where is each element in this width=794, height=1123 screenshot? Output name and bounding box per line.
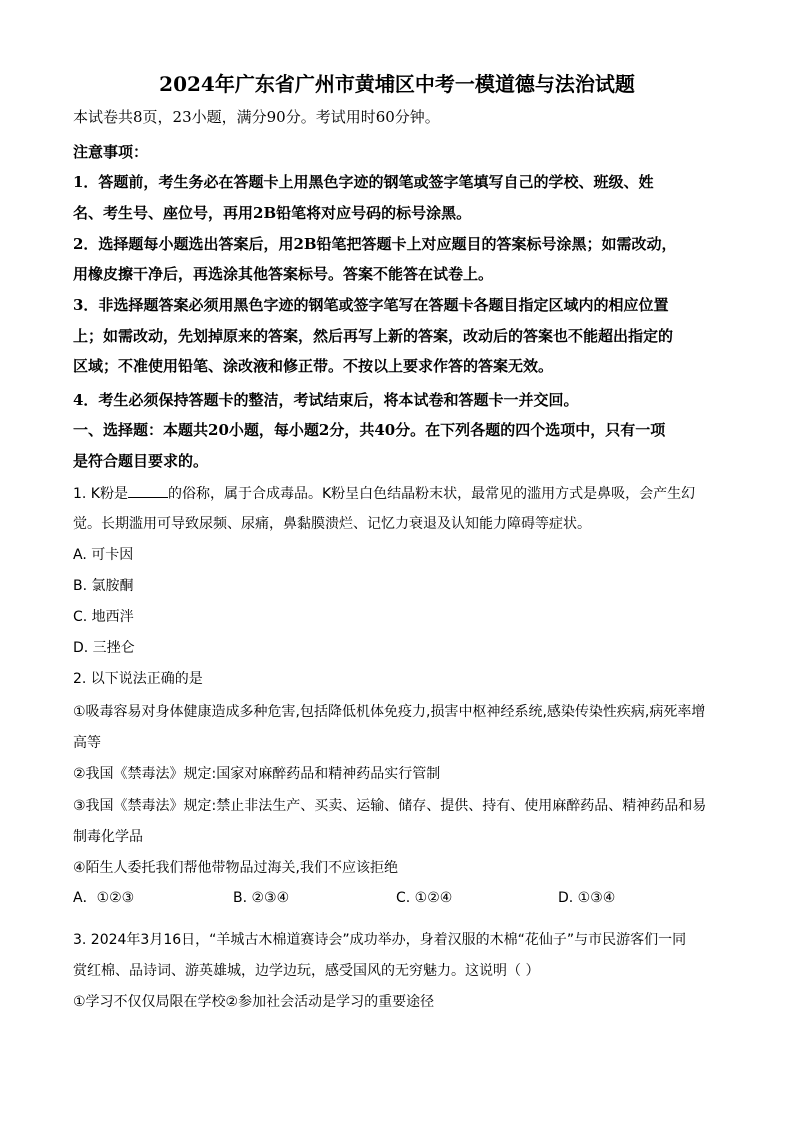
q1-option-a: A. 可卡因	[73, 547, 134, 563]
q2-options	[73, 888, 723, 908]
q1-option-d: D. 三挫仑	[73, 640, 135, 656]
q1-stem-prefix: 1. K粉是	[73, 486, 128, 502]
q3-item: ①学习不仅仅局限在学校②参加社会活动是学习的重要途径	[73, 994, 435, 1010]
q1-option-c: C. 地西泮	[73, 609, 134, 625]
q2-stem: 2. 以下说法正确的是	[73, 671, 203, 687]
q3-stem-line2: 赏红棉、品诗词、游英雄城，边学边玩，感受国风的无穷魅力。这说明（ ）	[73, 963, 540, 979]
q2-option-c: C. ①②④	[396, 890, 453, 906]
note-line: 用橡皮擦干净后，再选涂其他答案标号。答案不能答在试卷上。	[73, 265, 494, 283]
note-line: 2．选择题每小题选出答案后，用2B铅笔把答题卡上对应题目的答案标号涂黑；如需改动，	[73, 235, 677, 253]
q2-option-b: B. ②③④	[233, 890, 290, 906]
note-line: 上；如需改动，先划掉原来的答案，然后再写上新的答案，改动后的答案也不能超出指定的	[73, 327, 674, 345]
q1-stem-line2: 觉。长期滥用可导致尿频、尿痛，鼻黏膜溃烂、记忆力衰退及认知能力障碍等症状。	[73, 516, 591, 532]
exam-intro: 本试卷共8页，23小题，满分90分。考试用时60分钟。	[73, 108, 440, 126]
note-line: 3．非选择题答案必须用黑色字迹的钢笔或签字笔写在答题卡各题目指定区域内的相应位置	[73, 296, 669, 314]
page-title: 2024年广东省广州市黄埔区中考一模道德与法治试题	[159, 72, 635, 96]
note-line: 名、考生号、座位号，再用2B铅笔将对应号码的标号涂黑。	[73, 204, 472, 222]
q2-option-d: D. ①③④	[558, 890, 616, 906]
q1-stem-suffix: 的俗称，属于合成毒品。K粉呈白色结晶粉末状，最常见的滥用方式是鼻吸，会产生幻	[168, 486, 696, 502]
answer-blank	[128, 483, 168, 498]
section-heading: 一、选择题：本题共20小题，每小题2分，共40分。在下列各题的四个选项中，只有一项	[73, 421, 666, 439]
q2-option-a: A．①②③	[73, 890, 135, 906]
q3-stem: 3. 2024年3月16日，“羊城古木棉道赛诗会”成功举办，身着汉服的木棉“花仙子”与市民游客们一同	[73, 932, 687, 948]
q2-item-cont: 高等	[73, 735, 101, 751]
notes-heading: 注意事项：	[73, 143, 149, 161]
note-line: 区域；不准使用铅笔、涂改液和修正带。不按以上要求作答的答案无效。	[73, 357, 554, 375]
q1-option-b: B. 氯胺酮	[73, 578, 134, 594]
q1-stem	[73, 483, 695, 504]
q2-item-cont: 制毒化学品	[73, 829, 143, 845]
note-line: 1．答题前，考生务必在答题卡上用黑色字迹的钢笔或签字笔填写自己的学校、班级、姓	[73, 173, 654, 191]
q2-item: ④陌生人委托我们帮他带物品过海关,我们不应该拒绝	[73, 860, 398, 876]
note-line: 4．考生必须保持答题卡的整洁，考试结束后，将本试卷和答题卡一并交回。	[73, 391, 579, 409]
q2-item: ③我国《禁毒法》规定:禁止非法生产、买卖、运输、储存、提供、持有、使用麻醉药品、精神药品和易	[73, 798, 707, 814]
q2-item: ①吸毒容易对身体健康造成多种危害,包括降低机体免疫力,损害中枢神经系统,感染传染性疾病,病死率增	[73, 704, 706, 720]
q2-item: ②我国《禁毒法》规定:国家对麻醉药品和精神药品实行管制	[73, 766, 441, 782]
section-heading-cont: 是符合题目要求的。	[73, 452, 209, 470]
